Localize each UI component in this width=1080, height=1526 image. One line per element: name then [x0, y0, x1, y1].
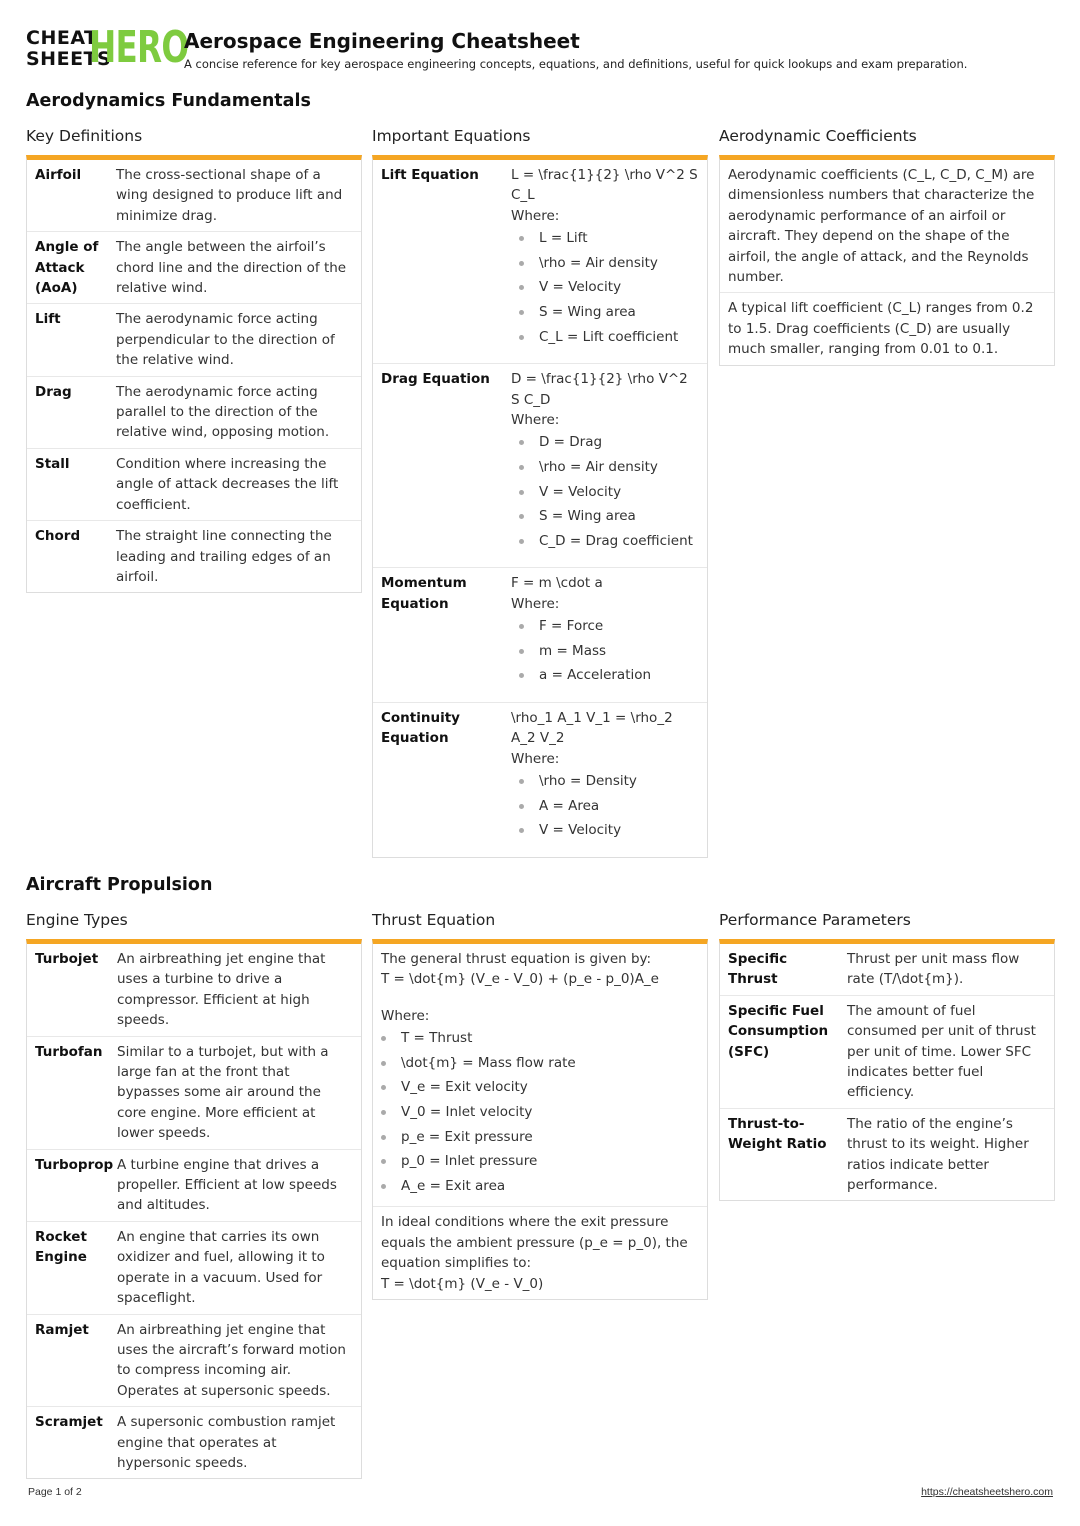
equations-card	[372, 155, 708, 858]
definition: The ratio of the engine’s thrust to its weight. Higher ratios indicate better performance.	[847, 1115, 1029, 1194]
equation-body	[511, 165, 707, 349]
column-title: Performance Parameters	[719, 911, 911, 929]
equation-name: Drag Equation	[381, 371, 490, 388]
list-item: T = Thrust	[373, 1026, 699, 1051]
term: Specific Thrust	[728, 951, 788, 988]
ideal-formula: T = \dot{m} (V_e - V_0)	[381, 1275, 544, 1292]
definition: The straight line connecting the leading and trailing edges of an airfoil.	[116, 528, 332, 585]
equation-formula: D = \frac{1}{2} \rho V^2 S C_D	[511, 371, 688, 408]
definition: The angle between the airfoil’s chord line and the direction of the relative wind.	[116, 239, 347, 297]
list-item: L = Lift	[511, 226, 699, 251]
engine-types-card	[26, 939, 362, 1479]
list-item: V = Velocity	[511, 275, 699, 300]
paragraph: A typical lift coefficient (C_L) ranges from 0.2 to 1.5. Drag coefficients (C_D) are usually much smaller, ranging from 0.01 to 0.1.	[728, 300, 1034, 358]
list-item: A = Area	[511, 794, 699, 819]
where-label: Where:	[511, 207, 560, 224]
equation-formula: \rho_1 A_1 V_1 = \rho_2 A_2 V_2	[511, 709, 673, 747]
definition-row	[720, 944, 1054, 996]
list-item: C_L = Lift coefficient	[511, 325, 699, 350]
list-item: C_D = Drag coefficient	[511, 529, 699, 554]
list-item: S = Wing area	[511, 504, 699, 529]
list-item: p_e = Exit pressure	[373, 1125, 699, 1150]
list-item: F = Force	[511, 614, 651, 639]
page-number: Page 1 of 2	[28, 1486, 82, 1498]
variable-list	[511, 614, 651, 688]
coefficients-card	[719, 155, 1055, 366]
list-item: A_e = Exit area	[373, 1174, 699, 1199]
list-item: a = Acceleration	[511, 663, 651, 688]
definition-row	[27, 377, 361, 449]
term: Rocket Engine	[35, 1228, 87, 1266]
thrust-formula: T = \dot{m} (V_e - V_0) + (p_e - p_0)A_e	[381, 971, 659, 988]
definition: The cross-sectional shape of a wing designed to produce lift and minimize drag.	[116, 167, 343, 224]
definition-row	[720, 996, 1054, 1109]
column-title: Important Equations	[372, 127, 531, 145]
definition-row	[27, 1150, 361, 1222]
definition: Condition where increasing the angle of attack decreases the lift coefficient.	[116, 455, 339, 513]
column-performance-parameters	[719, 907, 1055, 1201]
definition-row	[27, 304, 361, 376]
definition-row	[27, 1222, 361, 1315]
equation-body	[511, 708, 707, 843]
equation-name: Momentum Equation	[381, 575, 467, 612]
term: Specific Fuel Consumption (SFC)	[728, 1002, 829, 1060]
column-title: Key Definitions	[26, 127, 143, 145]
definition: A supersonic combustion ramjet engine that operates at hypersonic speeds.	[117, 1414, 336, 1471]
column-thrust-equation	[372, 907, 708, 1300]
definition-row	[27, 449, 361, 521]
where-label: Where:	[381, 1007, 430, 1024]
equation-body	[511, 369, 707, 553]
variable-list	[511, 430, 699, 553]
variable-list	[511, 226, 699, 349]
column-key-definitions	[26, 123, 362, 593]
column-engine-types	[26, 907, 362, 1479]
logo-text-hero: HERO	[89, 22, 189, 73]
logo-text-cheat: CHEAT	[26, 27, 98, 49]
column-aerodynamic-coefficients	[719, 123, 1055, 366]
list-item: \dot{m} = Mass flow rate	[373, 1051, 699, 1076]
list-item: \rho = Air density	[511, 251, 699, 276]
term: Drag	[35, 383, 72, 400]
equation-name: Lift Equation	[381, 167, 479, 183]
column-title: Aerodynamic Coefficients	[719, 127, 917, 145]
variable-list	[373, 1026, 699, 1198]
term: Airfoil	[35, 167, 82, 183]
where-label: Where:	[511, 750, 560, 767]
equation-formula: F = m \cdot a	[511, 575, 603, 592]
list-item: D = Drag	[511, 430, 699, 455]
definition-row	[27, 1315, 361, 1408]
definition: An engine that carries its own oxidizer and fuel, allowing it to operate in a vacuum. Used for spaceflight.	[117, 1228, 325, 1307]
paragraph: Aerodynamic coefficients (C_L, C_D, C_M) are dimensionless numbers that characterize the aerodynamic performance of an airfoil or aircraft. They depend on the shape of the airfoil, the angle of attack, and the Reynolds number.	[720, 160, 1054, 293]
list-item: \rho = Density	[511, 769, 699, 794]
term: Ramjet	[35, 1321, 89, 1338]
section-title-aerodynamics: Aerodynamics Fundamentals	[26, 91, 311, 111]
equation-row	[373, 568, 707, 703]
term: Chord	[35, 528, 81, 545]
equation-row	[373, 703, 707, 857]
where-label: Where:	[511, 595, 560, 612]
definition: An airbreathing jet engine that uses a turbine to drive a compressor. Efficient at high speeds.	[117, 951, 326, 1029]
list-item: V_e = Exit velocity	[373, 1075, 699, 1100]
definition: A turbine engine that drives a propeller. Efficient at low speeds and altitudes.	[117, 1156, 337, 1214]
equation-body	[511, 573, 659, 688]
page-title: Aerospace Engineering Cheatsheet	[184, 29, 580, 53]
equation-name: Continuity Equation	[381, 709, 460, 747]
column-important-equations	[372, 123, 708, 858]
definition-row	[27, 521, 361, 592]
term: Lift	[35, 311, 61, 328]
column-title: Engine Types	[26, 911, 128, 929]
equation-row	[373, 160, 707, 364]
ideal-text: In ideal conditions where the exit pressure equals the ambient pressure (p_e = p_0), the equation simplifies to:	[381, 1214, 688, 1272]
equation-formula: L = \frac{1}{2} \rho V^2 S C_L	[511, 167, 698, 204]
definition: Similar to a turbojet, but with a large fan at the front that bypasses some air around the core engine. More efficient at lower speeds.	[117, 1043, 329, 1142]
term: Thrust-to-Weight Ratio	[728, 1115, 827, 1153]
definition: The aerodynamic force acting perpendicular to the direction of the relative wind.	[116, 311, 335, 369]
definition: An airbreathing jet engine that uses the aircraft’s forward motion to compress incoming air. Operates at supersonic speeds.	[117, 1321, 346, 1399]
where-label: Where:	[511, 412, 560, 428]
thrust-card	[372, 939, 708, 1300]
list-item: V = Velocity	[511, 480, 699, 505]
column-title: Thrust Equation	[372, 911, 496, 929]
term: Scramjet	[35, 1414, 103, 1431]
thrust-ideal	[373, 1207, 707, 1299]
definition-row	[27, 160, 361, 232]
page-header	[26, 22, 1056, 74]
list-item: m = Mass	[511, 639, 651, 664]
term: Angle of Attack (AoA)	[35, 239, 99, 297]
term: Stall	[35, 455, 70, 472]
definition-row	[27, 944, 361, 1037]
definition-row	[720, 1109, 1054, 1201]
definition-row	[27, 232, 361, 304]
thrust-general	[373, 944, 707, 1207]
list-item: S = Wing area	[511, 300, 699, 325]
definitions-card	[26, 155, 362, 593]
list-item: p_0 = Inlet pressure	[373, 1149, 699, 1174]
list-item: \rho = Air density	[511, 455, 699, 480]
variable-list	[511, 769, 699, 843]
list-item: V = Velocity	[511, 818, 699, 843]
list-item: V_0 = Inlet velocity	[373, 1100, 699, 1125]
definition: The amount of fuel consumed per unit of thrust per unit of time. Lower SFC indicates better fuel efficiency.	[847, 1002, 1036, 1101]
performance-card	[719, 939, 1055, 1201]
definition: The aerodynamic force acting parallel to the direction of the relative wind, opposing motion.	[116, 383, 330, 441]
definition-row	[27, 1407, 361, 1478]
section-title-propulsion: Aircraft Propulsion	[26, 875, 213, 895]
definition-row	[27, 1037, 361, 1150]
footer-link[interactable]: https://cheatsheetshero.com	[921, 1486, 1053, 1498]
thrust-intro: The general thrust equation is given by:	[381, 951, 652, 967]
page-description: A concise reference for key aerospace engineering concepts, equations, and definitions, useful for quick lookups and exam preparation.	[184, 57, 968, 71]
term: Turboprop	[35, 1156, 114, 1173]
cheatsheetshero-logo[interactable]	[26, 22, 189, 73]
term: Turbojet	[35, 951, 99, 967]
term: Turbofan	[35, 1043, 103, 1060]
definition: Thrust per unit mass flow rate (T/\dot{m}).	[847, 951, 1020, 988]
logo-text-sheets: SHEETS	[26, 48, 112, 70]
equation-row	[373, 364, 707, 568]
